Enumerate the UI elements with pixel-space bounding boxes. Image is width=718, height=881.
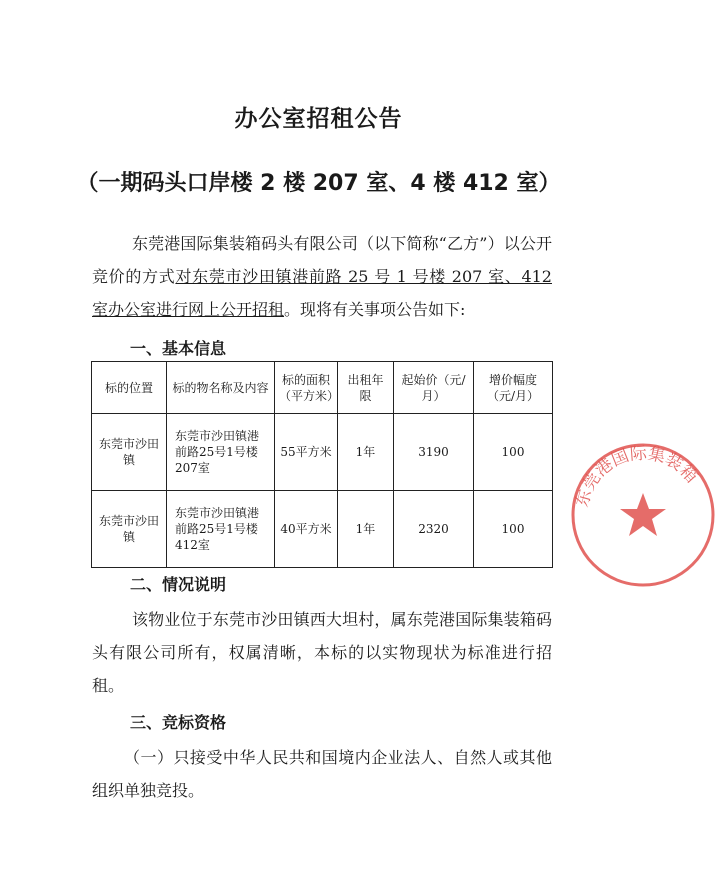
section-heading-situation: 二、情况说明 xyxy=(130,575,227,594)
header-area: 标的面积（平方米） xyxy=(275,362,338,414)
document-subtitle: （一期码头口岸楼 2 楼 207 室、4 楼 412 室） xyxy=(76,171,561,196)
header-start-price: 起始价（元/月） xyxy=(394,362,474,414)
cell-item-name: 东莞市沙田镇港前路25号1号楼412室 xyxy=(167,491,275,568)
situation-text: 该物业位于东莞市沙田镇西大坦村，属东莞港国际集装箱码头有限公司所有，权属清晰，本标的以实物现状为标准进行招租。 xyxy=(92,610,552,695)
header-increment: 增价幅度（元/月） xyxy=(474,362,553,414)
cell-increment: 100 xyxy=(474,491,553,568)
seal-text: 东莞港国际集装箱 xyxy=(572,443,702,510)
situation-paragraph xyxy=(92,603,552,702)
cell-start-price: 2320 xyxy=(394,491,474,568)
intro-text-after: 。现将有关事项公告如下: xyxy=(284,300,466,319)
cell-area: 40平方米 xyxy=(275,491,338,568)
qualification-paragraph: （一）只接受中华人民共和国境内企业法人、自然人或其他组织单独竞投。 xyxy=(92,748,552,800)
seal-star-icon xyxy=(620,493,666,536)
company-seal xyxy=(568,440,718,590)
header-term: 出租年限 xyxy=(338,362,394,414)
cell-location: 东莞市沙田镇 xyxy=(92,414,167,491)
table-row xyxy=(92,491,553,568)
cell-increment: 100 xyxy=(474,414,553,491)
intro-text-before: 东莞港国际集装箱码头有限公司（以下简称“乙方”）以公开竞价的方式 xyxy=(92,234,552,286)
cell-term: 1年 xyxy=(338,491,394,568)
cell-area: 55平方米 xyxy=(275,414,338,491)
header-location: 标的位置 xyxy=(92,362,167,414)
header-item-name: 标的物名称及内容 xyxy=(167,362,275,414)
basic-info-table xyxy=(91,361,553,568)
table-header-row xyxy=(92,362,553,414)
intro-underlined-text: 对东莞市沙田镇港前路 25 号 1 号楼 207 室、412 室办公室进行网上公开招租 xyxy=(92,267,552,319)
section-heading-basic-info: 一、基本信息 xyxy=(130,339,227,358)
cell-location: 东莞市沙田镇 xyxy=(92,491,167,568)
document-title: 办公室招租公告 xyxy=(234,106,403,132)
intro-paragraph xyxy=(92,227,552,326)
cell-term: 1年 xyxy=(338,414,394,491)
cell-item-name: 东莞市沙田镇港前路25号1号楼207室 xyxy=(167,414,275,491)
section-heading-qualification: 三、竞标资格 xyxy=(130,713,227,732)
table-row xyxy=(92,414,553,491)
cell-start-price: 3190 xyxy=(394,414,474,491)
